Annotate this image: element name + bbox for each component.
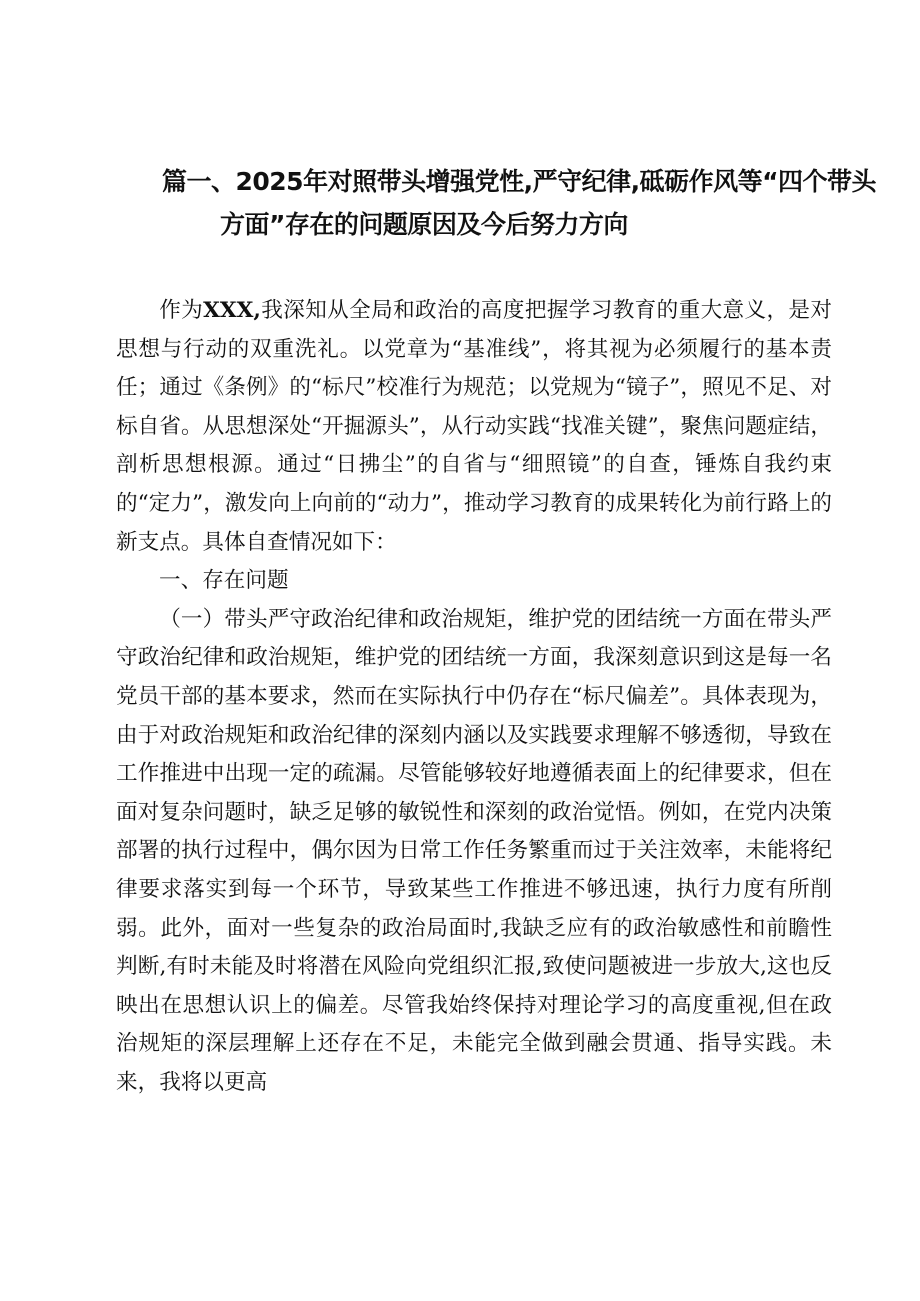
- document-body: [116, 292, 832, 1102]
- title-line-1: 篇一、2025年对照带头增强党性,严守纪律,砥砺作风等“四个带头: [162, 167, 877, 196]
- section-heading: 一、存在问题: [159, 568, 289, 594]
- section-paragraph: （一）带头严守政治纪律和政治规矩，维护党的团结统一方面在带头严守政治纪律和政治规矩，维护党的团结统一方面，我深刻意识到这是每一名党员干部的基本要求，然而在实际执行中仍存在“标尺偏差”。具体表现为，由于对政治规矩和政治纪律的深刻内涵以及实践要求理解不够透彻，导致在工作推进中出现一定的疏漏。尽管能够较好地遵循表面上的纪律要求，但在面对复杂问题时，缺乏足够的敏锐性和深刻的政治觉悟。例如，在党内决策部署的执行过程中，偶尔因为日常工作任务繁重而过于关注效率，未能将纪律要求落实到每一个环节，导致某些工作推进不够迅速，执行力度有所削弱。此外，面对一些复杂的政治局面时,我缺乏应有的政治敏感性和前瞻性判断,有时未能及时将潜在风险向党组织汇报,致使问题被进一步放大,这也反映出在思想认识上的偏差。尽管我始终保持对理论学习的高度重视,但在政治规矩的深层理解上还存在不足，未能完全做到融会贯通、指导实践。未来，我将以更高: [116, 606, 832, 1095]
- title-line-2: 方面”存在的问题原因及今后努力方向: [220, 210, 628, 239]
- author-name: XXX,: [203, 298, 261, 323]
- intro-paragraph: [116, 292, 832, 562]
- intro-prefix: 作为: [159, 298, 204, 323]
- intro-text: 我深知从全局和政治的高度把握学习教育的重大意义，是对思想与行动的双重洗礼。以党章为“基准线”，将其视为必须履行的基本责任；通过《条例》的“标尺”校准行为规范；以党规为“镜子”，照见不足、对标自省。从思想深处“开掘源头”，从行动实践“找准关键”，聚焦问题症结，剖析思想根源。通过“日拂尘”的自省与“细照镜”的自查，锤炼自我约束的“定力”，激发向上向前的“动力”，推动学习教育的成果转化为前行路上的新支点。具体自查情况如下：: [116, 298, 832, 555]
- document-title: [162, 160, 877, 246]
